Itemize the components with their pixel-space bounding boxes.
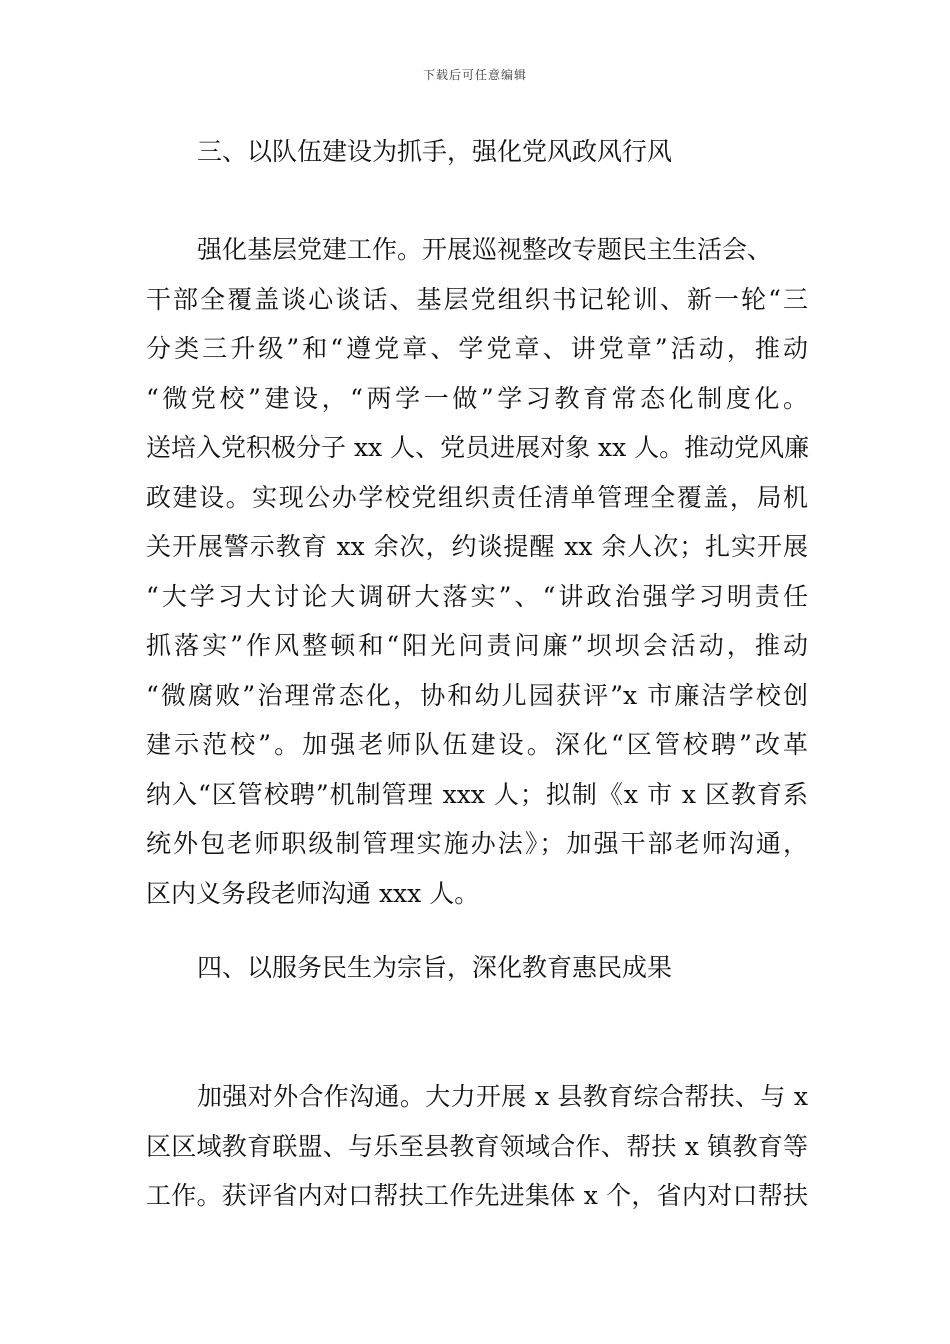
section-heading-3: 三、以队伍建设为抓手，强化党风政风行风 [197, 137, 673, 166]
header-note: 下载后可任意编辑 [422, 68, 527, 82]
paragraph-line: 纳入“区管校聘”机制管理 xxx 人；拟制《x 市 x 区教育系 [146, 779, 808, 809]
section-paragraph-3 [146, 225, 808, 918]
section-heading-4: 四、以服务民生为宗旨，深化教育惠民成果 [197, 953, 673, 982]
paragraph-line: 建示范校”。加强老师队伍建设。深化“区管校聘”改革 [146, 730, 808, 759]
paragraph-line: 抓落实”作风整顿和“阳光问责问廉”坝坝会活动，推动 [146, 631, 808, 660]
paragraph-line: 工作。获评省内对口帮扶工作先进集体 x 个，省内对口帮扶 [146, 1181, 808, 1210]
paragraph-line: 区区域教育联盟、与乐至县教育领域合作、帮扶 x 镇教育等 [146, 1131, 808, 1161]
section-paragraph-4 [146, 1072, 808, 1221]
paragraph-line: 区内义务段老师沟通 xxx 人。 [146, 878, 480, 908]
paragraph-line: 分类三升级”和“遵党章、学党章、讲党章”活动，推动 [146, 334, 808, 363]
paragraph-line: 加强对外合作沟通。大力开展 x 县教育综合帮扶、与 x [197, 1082, 808, 1111]
paragraph-line: “微党校”建设，“两学一做”学习教育常态化制度化。 [146, 383, 808, 413]
paragraph-line: 关开展警示教育 xx 余次，约谈提醒 xx 余人次；扎实开展 [146, 532, 808, 561]
paragraph-line: 统外包老师职级制管理实施办法》；加强干部老师沟通， [146, 829, 808, 858]
paragraph-line: 政建设。实现公办学校党组织责任清单管理全覆盖，局机 [146, 482, 808, 512]
paragraph-line: 强化基层党建工作。开展巡视整改专题民主生活会、 [197, 235, 773, 264]
paragraph-line: 送培入党积极分子 xx 人、党员进展对象 xx 人。推动党风廉 [146, 433, 810, 462]
paragraph-line: “微腐败”治理常态化，协和幼儿园获评”x 市廉洁学校创 [146, 680, 808, 710]
paragraph-line: “大学习大讨论大调研大落实”、“讲政治强学习明责任 [146, 581, 808, 611]
paragraph-line: 干部全覆盖谈心谈话、基层党组织书记轮训、新一轮“三 [146, 284, 808, 314]
